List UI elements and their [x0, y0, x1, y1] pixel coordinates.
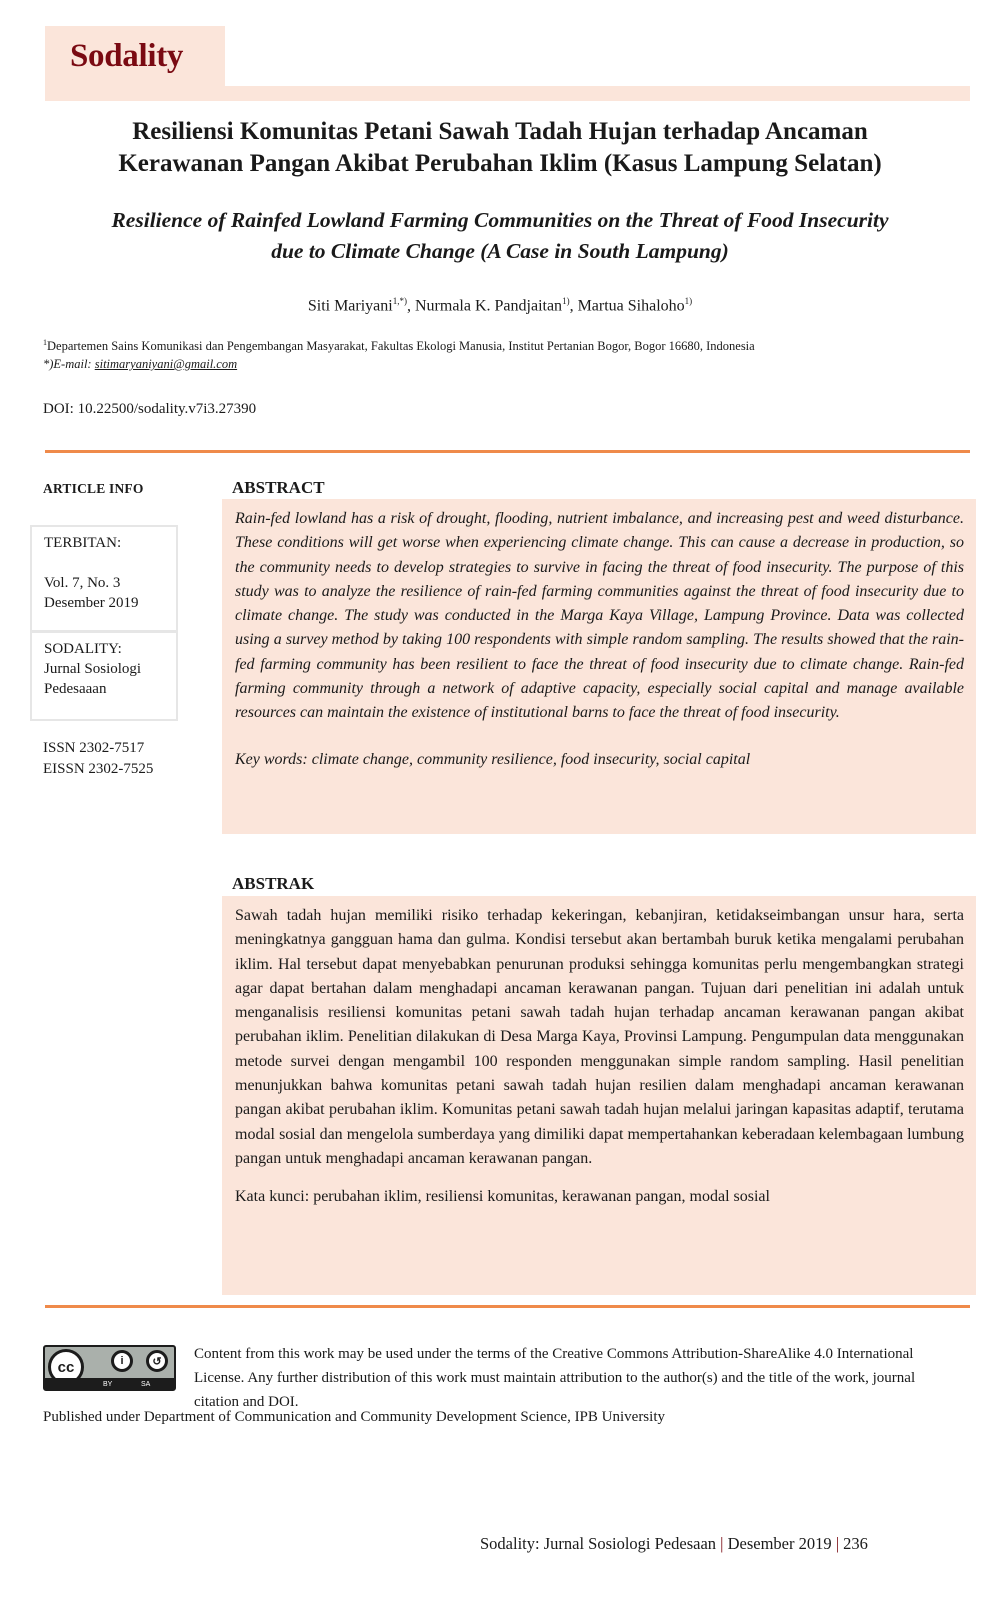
- author-name: Martua Sihaloho: [577, 297, 685, 315]
- abstract-heading: ABSTRACT: [232, 478, 325, 497]
- author-separator: ,: [406, 297, 415, 315]
- abstract-box: [222, 499, 976, 834]
- page-footer: [480, 1534, 868, 1554]
- publisher-statement: Published under Department of Communication and Community Development Science, IPB University: [43, 1409, 665, 1425]
- journal-box: [30, 631, 178, 721]
- section-divider-bottom: [45, 1305, 970, 1308]
- email-link[interactable]: sitimaryaniyani@gmail.com: [94, 357, 238, 371]
- issn: ISSN 2302-7517: [43, 740, 145, 756]
- english-title-line-1: Resilience of Rainfed Lowland Farming Communities on the Threat of Food Insecurity: [111, 208, 889, 232]
- journal-name-line-1: Jurnal Sosiologi: [44, 661, 142, 677]
- badge-sa-label: SA: [141, 1381, 151, 1388]
- journal-header-bar: [45, 86, 970, 101]
- affiliation-mark: 1: [43, 338, 47, 347]
- author-affiliation-mark: 1,*): [392, 296, 407, 306]
- abstract-keywords: Key words: climate change, community resilience, food insecurity, social capital: [235, 750, 751, 768]
- section-divider-top: [45, 450, 970, 453]
- abstract-text: Rain-fed lowland has a risk of drought, flooding, nutrient imbalance, and increasing pest and weed disturbance. These conditions will get worse when experiencing climate change. This can cause a decrease in production, so the community needs to develop strategies to survive in facing the threat of food insecurity. The purpose of this study was to analyze the resilience of rain-fed farming communities against the threat of food insecurity due to climate change. The study was conducted in the Marga Kaya Village, Lampung Province. Data was collected using a survey method by taking 100 respondents with simple random sampling. The results showed that the rain-fed farming community has been resilient to face the threat of food insecurity due to climate change. Rain-fed farming community through a network of adaptive capacity, especially social capital and manage available resources can maintain the existence of institutional barns to face the threat of food insecurity.: [235, 510, 964, 722]
- abstrak-text: Sawah tadah hujan memiliki risiko terhadap kekeringan, kebanjiran, ketidakseimbangan unsur hara, serta meningkatnya gangguan hama dan gulma. Kondisi tersebut akan bertambah buruk ketika mengalami perubahan iklim. Hal tersebut dapat menyebabkan penurunan produksi sehingga komunitas perlu mengembangkan strategi agar dapat bertahan dalam menghadapi ancaman kerawanan pangan. Tujuan dari penelitian ini adalah untuk menganalisis resiliensi komunitas petani sawah tadah hujan terhadap ancaman kerawanan pangan akibat perubahan iklim. Penelitian dilakukan di Desa Marga Kaya, Provinsi Lampung. Pengumpulan data menggunakan metode survei dengan mengambil 100 responden menggunakan simple random sampling. Hasil penelitian menunjukkan bahwa komunitas petani sawah tadah hujan resilien dalam menghadapi ancaman kerawanan pangan akibat perubahan iklim. Komunitas petani sawah tadah hujan melalui jaringan kapasitas adaptif, terutama modal sosial dan mengelola sumberdaya yang dimiliki dapat mempertahankan keberadaan kelembagaan lumbung pangan untuk menghadapi ancaman kerawanan pangan.: [235, 907, 964, 1167]
- author-affiliation-mark: 1): [684, 296, 693, 306]
- doi[interactable]: DOI: 10.22500/sodality.v7i3.27390: [43, 401, 257, 417]
- author-name: Nurmala K. Pandjaitan: [414, 297, 563, 315]
- badge-label-band: [45, 1378, 174, 1389]
- footer-separator: |: [831, 1534, 844, 1553]
- author-list: [40, 296, 960, 315]
- article-title: [40, 116, 960, 180]
- email-label: *)E-mail:: [43, 357, 95, 371]
- badge-by-label: BY: [103, 1381, 113, 1388]
- corresponding-email: [43, 357, 237, 372]
- affiliation: [43, 338, 755, 354]
- footer-date: Desember 2019: [727, 1534, 832, 1553]
- creative-commons-icon: cc: [48, 1349, 84, 1385]
- article-info-heading: ARTICLE INFO: [43, 481, 144, 496]
- english-title-line-2: due to Climate Change (A Case in South Lampung): [271, 239, 729, 263]
- volume-issue: Vol. 7, No. 3: [44, 575, 121, 591]
- attribution-person-icon: i: [111, 1350, 133, 1372]
- author-affiliation-mark: 1): [562, 296, 570, 306]
- share-alike-icon: ↺: [146, 1350, 168, 1372]
- footer-separator: |: [716, 1534, 728, 1553]
- license-text: Content from this work may be used under the terms of the Creative Commons Attribution-ShareAlike 4.0 International License. Any further distribution of this work must maintain attribution to the author(s) and the title of the work, journal citation and DOI.: [194, 1346, 916, 1410]
- article-english-title: [40, 205, 960, 267]
- article-title-line-1: Resiliensi Komunitas Petani Sawah Tadah Hujan terhadap Ancaman: [132, 118, 868, 145]
- cc-by-sa-badge[interactable]: [43, 1345, 176, 1391]
- journal-name-line-2: Pedesaaan: [44, 681, 107, 697]
- abstrak-heading: ABSTRAK: [232, 874, 315, 893]
- page-number: 236: [843, 1534, 868, 1553]
- affiliation-text: Departemen Sains Komunikasi dan Pengembangan Masyarakat, Fakultas Ekologi Manusia, Institut Pertanian Bogor, Bogor 16680, Indonesia: [47, 339, 755, 354]
- journal-logo: Sodality: [70, 38, 184, 74]
- article-title-line-2: Kerawanan Pangan Akibat Perubahan Iklim (Kasus Lampung Selatan): [118, 150, 882, 177]
- journal-label: SODALITY:: [44, 641, 122, 657]
- terbitan-label: TERBITAN:: [44, 535, 122, 551]
- author-name: Siti Mariyani: [307, 297, 393, 315]
- footer-journal: Sodality: Jurnal Sosiologi Pedesaan: [480, 1534, 717, 1553]
- terbitan-box: [30, 525, 178, 632]
- publication-date: Desember 2019: [44, 595, 139, 611]
- author-separator: ,: [569, 297, 578, 315]
- eissn: EISSN 2302-7525: [43, 761, 154, 777]
- abstrak-keywords: Kata kunci: perubahan iklim, resiliensi komunitas, kerawanan pangan, modal sosial: [235, 1188, 770, 1206]
- abstrak-box: [222, 896, 976, 1295]
- issn-block: [43, 738, 153, 780]
